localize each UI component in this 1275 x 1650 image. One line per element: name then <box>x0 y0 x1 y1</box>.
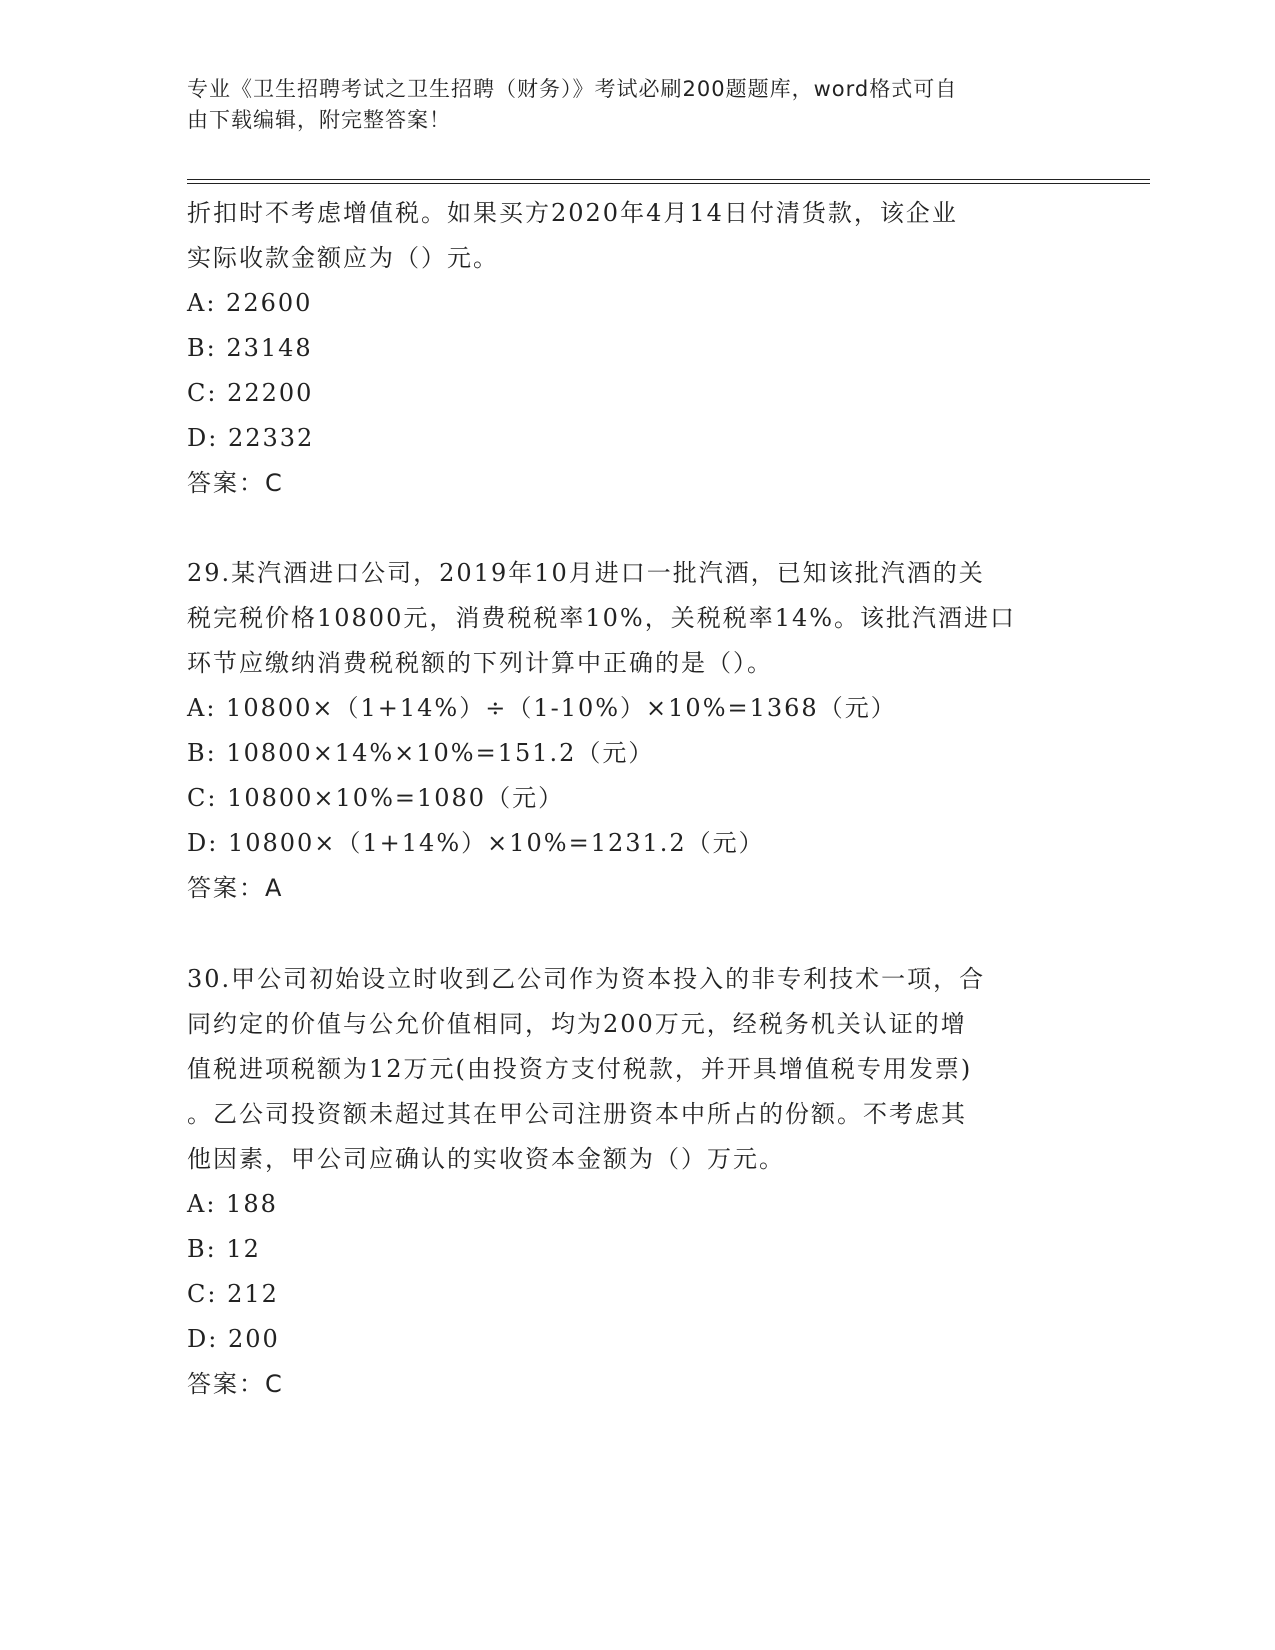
question-28-answer: 答案：C <box>187 469 284 497</box>
header-divider-top <box>187 179 1150 180</box>
question-30-stem-line-4: 。乙公司投资额未超过其在甲公司注册资本中所占的份额。不考虑其 <box>187 1100 967 1128</box>
question-30-stem-line-5: 他因素，甲公司应确认的实收资本金额为（）万元。 <box>187 1145 785 1173</box>
question-29-option-d: D: 10800×（1+14%）×10%=1231.2（元） <box>187 829 765 857</box>
question-28-block <box>187 191 1087 506</box>
question-29-block <box>187 551 1087 911</box>
question-28-stem-line-1: 折扣时不考虑增值税。如果买方2020年4月14日付清货款，该企业 <box>187 199 958 227</box>
question-28-option-b: B: 23148 <box>187 334 313 362</box>
question-30-option-a: A: 188 <box>187 1190 278 1218</box>
question-29-stem-line-1: 29.某汽酒进口公司，2019年10月进口一批汽酒，已知该批汽酒的关 <box>187 559 985 587</box>
header-line-2: 由下载编辑，附完整答案！ <box>187 108 451 132</box>
header-divider-bottom <box>187 183 1150 184</box>
document-header <box>187 74 1067 136</box>
question-28-option-c: C: 22200 <box>187 379 314 407</box>
question-29-option-b: B: 10800×14%×10%=151.2（元） <box>187 739 655 767</box>
question-30-option-d: D: 200 <box>187 1325 280 1353</box>
question-30-stem-line-2: 同约定的价值与公允价值相同，均为200万元，经税务机关认证的增 <box>187 1010 967 1038</box>
question-29-stem-line-2: 税完税价格10800元，消费税税率10%，关税税率14%。该批汽酒进口 <box>187 604 1017 632</box>
question-30-option-c: C: 212 <box>187 1280 279 1308</box>
question-30-answer: 答案：C <box>187 1370 284 1398</box>
header-line-1: 专业《卫生招聘考试之卫生招聘（财务）》考试必刷200题题库，word格式可自 <box>187 77 958 101</box>
question-28-option-a: A: 22600 <box>187 289 313 317</box>
question-30-option-b: B: 12 <box>187 1235 261 1263</box>
question-30-block <box>187 957 1087 1407</box>
question-29-option-a: A: 10800×（1+14%）÷（1-10%）×10%=1368（元） <box>187 694 897 722</box>
question-29-stem-line-3: 环节应缴纳消费税税额的下列计算中正确的是（）。 <box>187 649 773 677</box>
question-28-stem-line-2: 实际收款金额应为（）元。 <box>187 244 499 272</box>
question-30-stem-line-3: 值税进项税额为12万元(由投资方支付税款，并开具增值税专用发票) <box>187 1055 973 1083</box>
question-28-option-d: D: 22332 <box>187 424 315 452</box>
question-29-answer: 答案：A <box>187 874 284 902</box>
question-29-option-c: C: 10800×10%=1080（元） <box>187 784 565 812</box>
question-30-stem-line-1: 30.甲公司初始设立时收到乙公司作为资本投入的非专利技术一项，合 <box>187 965 986 993</box>
